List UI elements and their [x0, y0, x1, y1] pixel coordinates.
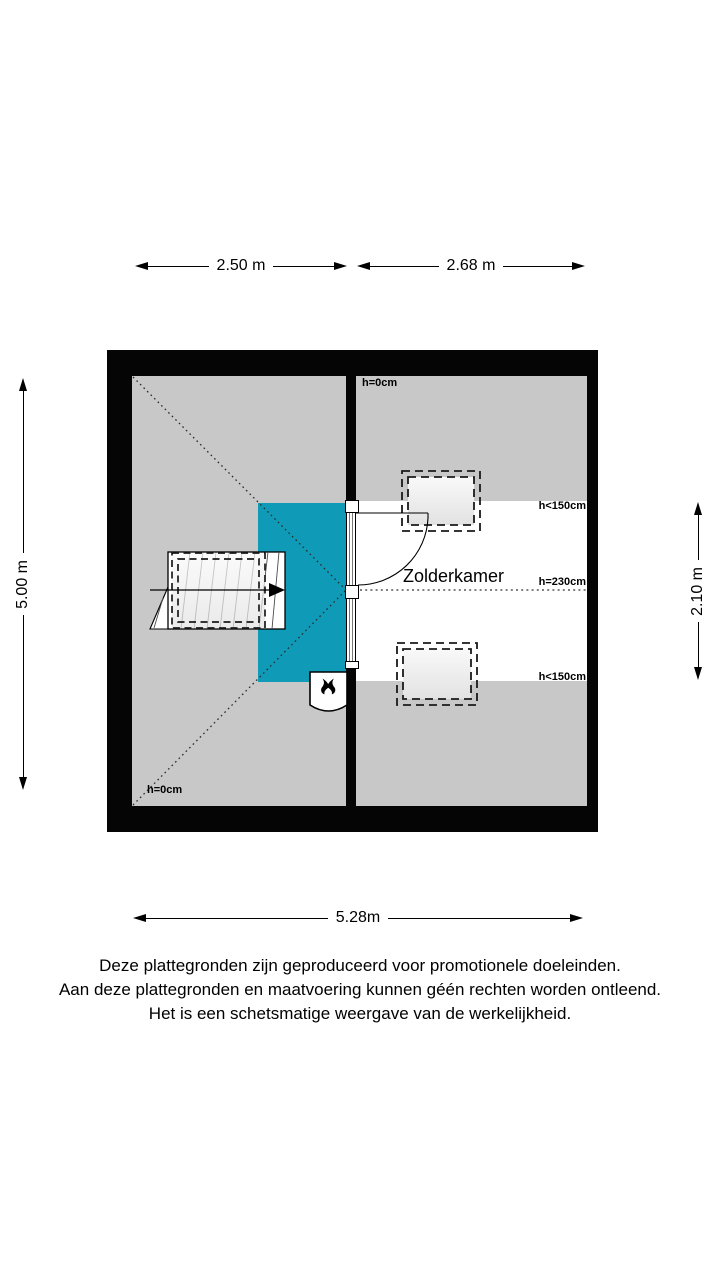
- roof-window-top: [402, 471, 480, 531]
- disclaimer-line-3: Het is een schetsmatige weergave van de werkelijkheid.: [148, 1004, 572, 1023]
- floor-plan: [107, 350, 598, 832]
- arrow-left-icon: [357, 262, 370, 270]
- dimension-value: 2.68 m: [446, 257, 496, 274]
- dimension-value: 2.10 m: [689, 566, 706, 616]
- dimension-line: [388, 918, 570, 919]
- disclaimer-line-1: Deze plattegronden zijn geproduceerd voor promotionele doeleinden.: [99, 956, 621, 975]
- stairs: [150, 552, 285, 629]
- arrow-up-icon: [694, 502, 702, 515]
- disclaimer-line-2: Aan deze plattegronden en maatvoering kunnen géén rechten worden ontleend.: [58, 980, 662, 999]
- arrow-up-icon: [19, 378, 27, 391]
- dimension-value: 2.50 m: [216, 257, 266, 274]
- dimension-value: 5.00 m: [14, 559, 31, 609]
- plan-linework: [107, 350, 598, 832]
- height-label-h0-bottom: h=0cm: [147, 784, 183, 796]
- roof-window-bottom: [397, 643, 477, 705]
- disclaimer: [0, 954, 720, 1026]
- dimension-line: [146, 918, 328, 919]
- dimension-line: [698, 515, 699, 560]
- dimension-line: [23, 391, 24, 553]
- dimension-line: [148, 266, 209, 267]
- dimension-top-left: [135, 256, 347, 276]
- height-label-h150-lower: h<150cm: [538, 671, 586, 683]
- height-label-h230: h=230cm: [538, 576, 586, 588]
- dimension-line: [273, 266, 334, 267]
- height-label-h0-top: h=0cm: [362, 377, 398, 389]
- dimension-bottom: [133, 908, 583, 928]
- boiler-unit: [310, 672, 347, 711]
- dimension-line: [698, 622, 699, 667]
- arrow-right-icon: [334, 262, 347, 270]
- dimension-right: [688, 502, 708, 680]
- arrow-left-icon: [135, 262, 148, 270]
- dimension-value: 5.28m: [335, 909, 381, 926]
- arrow-down-icon: [694, 667, 702, 680]
- dimension-top-right: [357, 256, 585, 276]
- room-name-label: Zolderkamer: [403, 566, 505, 586]
- dimension-line: [23, 615, 24, 777]
- arrow-right-icon: [572, 262, 585, 270]
- dimension-line: [370, 266, 439, 267]
- height-label-h150-upper: h<150cm: [538, 500, 586, 512]
- arrow-right-icon: [570, 914, 583, 922]
- dimension-left: [13, 378, 33, 790]
- arrow-down-icon: [19, 777, 27, 790]
- arrow-left-icon: [133, 914, 146, 922]
- dimension-line: [503, 266, 572, 267]
